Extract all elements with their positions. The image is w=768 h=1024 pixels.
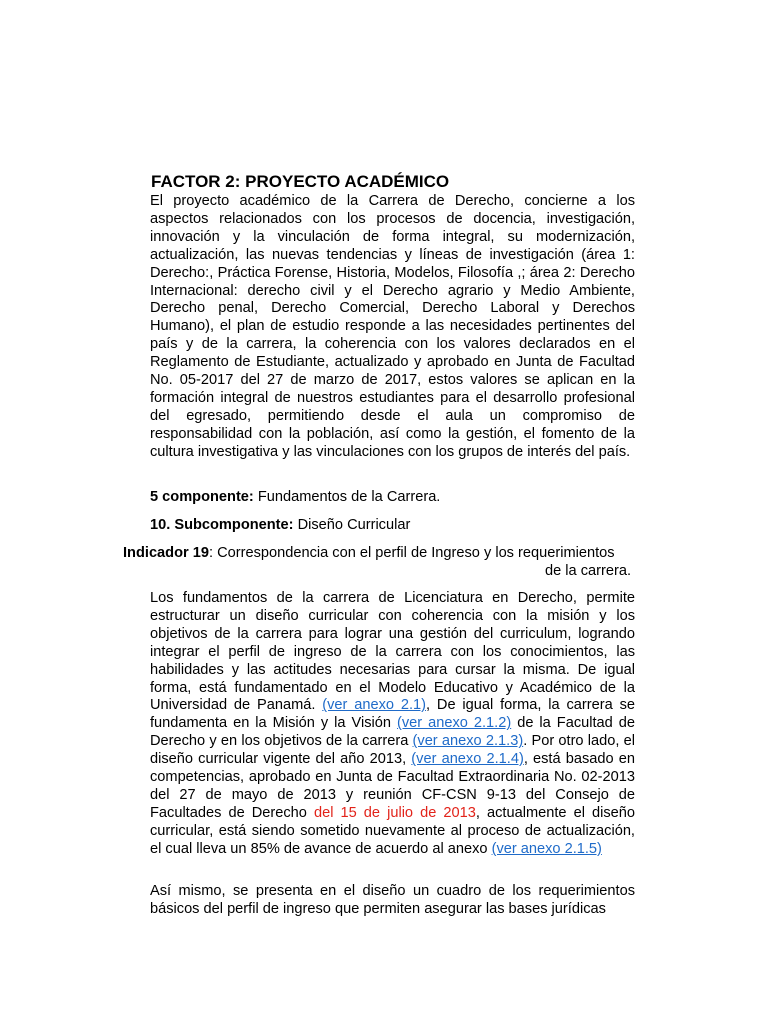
- highlighted-date: del 15 de julio de 2013: [313, 804, 476, 821]
- link-anexo-2-1-3[interactable]: (ver anexo 2.1.3): [412, 733, 524, 750]
- subcomponent-line: [150, 516, 410, 534]
- fundamentos-text-1: Los fundamentos de la carrera de Licenciatura en Derecho, permite estructurar un diseño curricular con coherencia con la misión y los objetivos de la carrera para lograr una gestión del curriculum, logrando integrar el perfil de ingreso de la carrera con los conocimientos, las habilidades y las actitudes necesarias para cursar la misma. De igual forma, está fundamentado en el Modelo Educativo y Académico de la Universidad de Panamá.: [150, 590, 635, 714]
- component-label: 5 componente:: [150, 489, 254, 505]
- link-anexo-2-1[interactable]: (ver anexo 2.1): [322, 697, 426, 714]
- fundamentos-text-4: . Por otro lado, el diseño curricular vigente del año 2013,: [150, 733, 635, 768]
- paragraph-proyecto-academico: El proyecto académico de la Carrera de Derecho, concierne a los aspectos relacionados con los procesos de docencia, investigación, innovación y la vinculación de forma integral, su modernización, actualización, las nuevas tendencias y líneas de investigación (área 1: Derecho:, Práctica Forense, Historia, Modelos, Filosofía ,; área 2: Derecho Internacional: derecho civil y el Derecho agrario y Medio Ambiente, Derecho penal, Derecho Comercial, Derecho Laboral y Derechos Humano), el plan de estudio responde a las necesidades pertinentes del país y de la carrera, la coherencia con los valores declarados en el Reglamento de Estudiante, actualizado y aprobado en Junta de Facultad No. 05-2017 del 27 de marzo de 2017, estos valores se aplican en la formación integral de nuestros estudiantes para el desarrollo profesional del egresado, permitiendo desde el aula un compromiso de responsabilidad con la población, así como la gestión, el fomento de la cultura investigativa y las vinculaciones con los grupos de interés del país.: [150, 193, 635, 460]
- link-anexo-2-1-4[interactable]: (ver anexo 2.1.4): [411, 751, 524, 768]
- paragraph-requerimientos: Así mismo, se presenta en el diseño un cuadro de los requerimientos básicos del perfil de ingreso que permiten asegurar las bases jurídicas: [150, 883, 635, 917]
- subcomponent-value: Diseño Curricular: [293, 517, 411, 533]
- section-heading: FACTOR 2: PROYECTO ACADÉMICO: [151, 172, 450, 191]
- indicator-line: [123, 544, 631, 580]
- paragraph-fundamentos: [150, 590, 635, 859]
- component-value: Fundamentos de la Carrera.: [253, 489, 441, 505]
- link-anexo-2-1-5[interactable]: (ver anexo 2.1.5): [491, 840, 602, 857]
- indicator-text-line1: : Correspondencia con el perfil de Ingreso y los requerimientos: [208, 545, 615, 561]
- indicator-text-line2: de la carrera.: [545, 563, 631, 579]
- fundamentos-text-6: , actualmente el diseño curricular, está siendo sometido nuevamente al proceso de actualización, el cual lleva un 85% de avance de acuerdo al anexo: [150, 804, 635, 857]
- fundamentos-text-5: , está basado en competencias, aprobado en Junta de Facultad Extraordinaria No. 02-2013 del 27 de mayo de 2013 y reunión CF-CSN 9-13 del Consejo de Facultades de Derecho: [150, 751, 635, 821]
- subcomponent-label: 10. Subcomponente:: [150, 517, 294, 533]
- indicator-label: Indicador 19: [123, 545, 209, 561]
- fundamentos-text-2: , De igual forma, la carrera se fundamenta en la Misión y la Visión: [150, 697, 635, 732]
- fundamentos-text-3: de la Facultad de Derecho y en los objetivos de la carrera: [150, 715, 635, 750]
- component-line: [150, 488, 440, 506]
- link-anexo-2-1-2[interactable]: (ver anexo 2.1.2): [396, 715, 512, 732]
